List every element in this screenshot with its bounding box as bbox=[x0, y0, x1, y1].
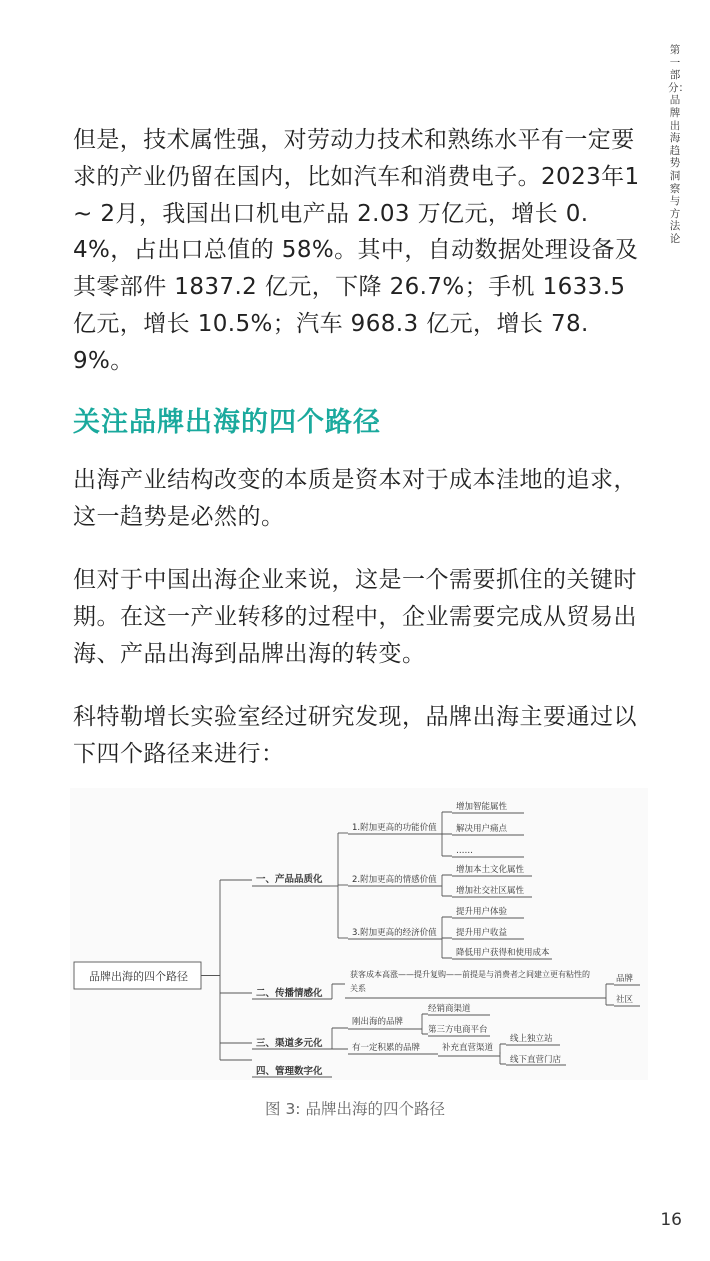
mindmap-emotional-value: 2.附加更高的情感价值 bbox=[352, 875, 437, 885]
figure-caption: 图 3: 品牌出海的四个路径 bbox=[265, 1100, 445, 1118]
section-side-title: 第一部分：品牌出海趋势洞察与方法论 bbox=[668, 44, 689, 245]
mindmap-direct-channel: 补充直营渠道 bbox=[442, 1043, 494, 1053]
section-heading: 关注品牌出海的四个路径 bbox=[73, 407, 381, 438]
mindmap-offline-store: 线下直营门店 bbox=[510, 1055, 562, 1065]
mindmap-ellipsis: …… bbox=[456, 846, 473, 856]
page-number: 16 bbox=[660, 1210, 682, 1230]
mindmap-brand: 品牌 bbox=[616, 974, 634, 984]
mindmap-diagram bbox=[70, 788, 648, 1080]
paragraph-export-stats: 但是，技术属性强，对劳动力技术和熟练水平有一定要求的产业仍留在国内，比如汽车和消费电子。2023年1 ~ 2月，我国出口机电产品 2.03 万亿元，增长 0.4%，占出口总值的 58%。其中，自动数据处理设备及其零部件 1837.2 亿元，下降 26.7%；手机 1633.5 亿元，增长 10.5%；汽车 968.3 亿元，增长 78.9%。 bbox=[73, 127, 640, 374]
mindmap-established-brands: 有一定积累的品牌 bbox=[352, 1043, 421, 1053]
mindmap-economic-value: 3.附加更高的经济价值 bbox=[352, 928, 437, 938]
mindmap-local-culture: 增加本土文化属性 bbox=[456, 865, 525, 875]
paragraph-industry-shift: 出海产业结构改变的本质是资本对于成本洼地的追求，这一趋势是必然的。 bbox=[73, 467, 637, 530]
mindmap-user-experience: 提升用户体验 bbox=[456, 907, 508, 917]
mindmap-functional-value: 1.附加更高的功能价值 bbox=[352, 823, 437, 833]
mindmap-acquisition-cost-line-2: 关系 bbox=[350, 984, 366, 993]
mindmap-root: 品牌出海的四个路径 bbox=[89, 970, 188, 983]
mindmap-new-brands: 刚出海的品牌 bbox=[352, 1017, 404, 1027]
mindmap-branch-emotional-communication: 二、传播情感化 bbox=[256, 988, 323, 999]
mindmap-social-community: 增加社交社区属性 bbox=[456, 886, 525, 896]
mindmap-community: 社区 bbox=[616, 995, 634, 1005]
paragraph-four-paths-intro: 科特勒增长实验室经过研究发现，品牌出海主要通过以下四个路径来进行： bbox=[73, 704, 637, 767]
mindmap-branch-diverse-channels: 三、渠道多元化 bbox=[256, 1038, 323, 1049]
mindmap-lower-cost: 降低用户获得和使用成本 bbox=[456, 948, 550, 958]
mindmap-smart-attributes: 增加智能属性 bbox=[456, 802, 508, 812]
mindmap-distributor-channel: 经销商渠道 bbox=[428, 1004, 471, 1014]
mindmap-user-benefit: 提升用户收益 bbox=[456, 928, 508, 938]
mindmap-online-store: 线上独立站 bbox=[510, 1034, 553, 1044]
mindmap-branch-product-quality: 一、产品品质化 bbox=[256, 874, 323, 885]
mindmap-solve-pain-points: 解决用户痛点 bbox=[456, 824, 508, 834]
mindmap-third-party-ecommerce: 第三方电商平台 bbox=[428, 1025, 488, 1035]
mindmap-acquisition-cost-line: 获客成本高涨——提升复购——前提是与消费者之间建立更有粘性的 bbox=[350, 970, 590, 979]
paragraph-critical-period: 但对于中国出海企业来说，这是一个需要抓住的关键时期。在这一产业转移的过程中，企业需要完成从贸易出海、产品出海到品牌出海的转变。 bbox=[73, 567, 637, 667]
mindmap-figure bbox=[70, 788, 648, 1080]
mindmap-branch-digital-management: 四、管理数字化 bbox=[256, 1066, 323, 1077]
